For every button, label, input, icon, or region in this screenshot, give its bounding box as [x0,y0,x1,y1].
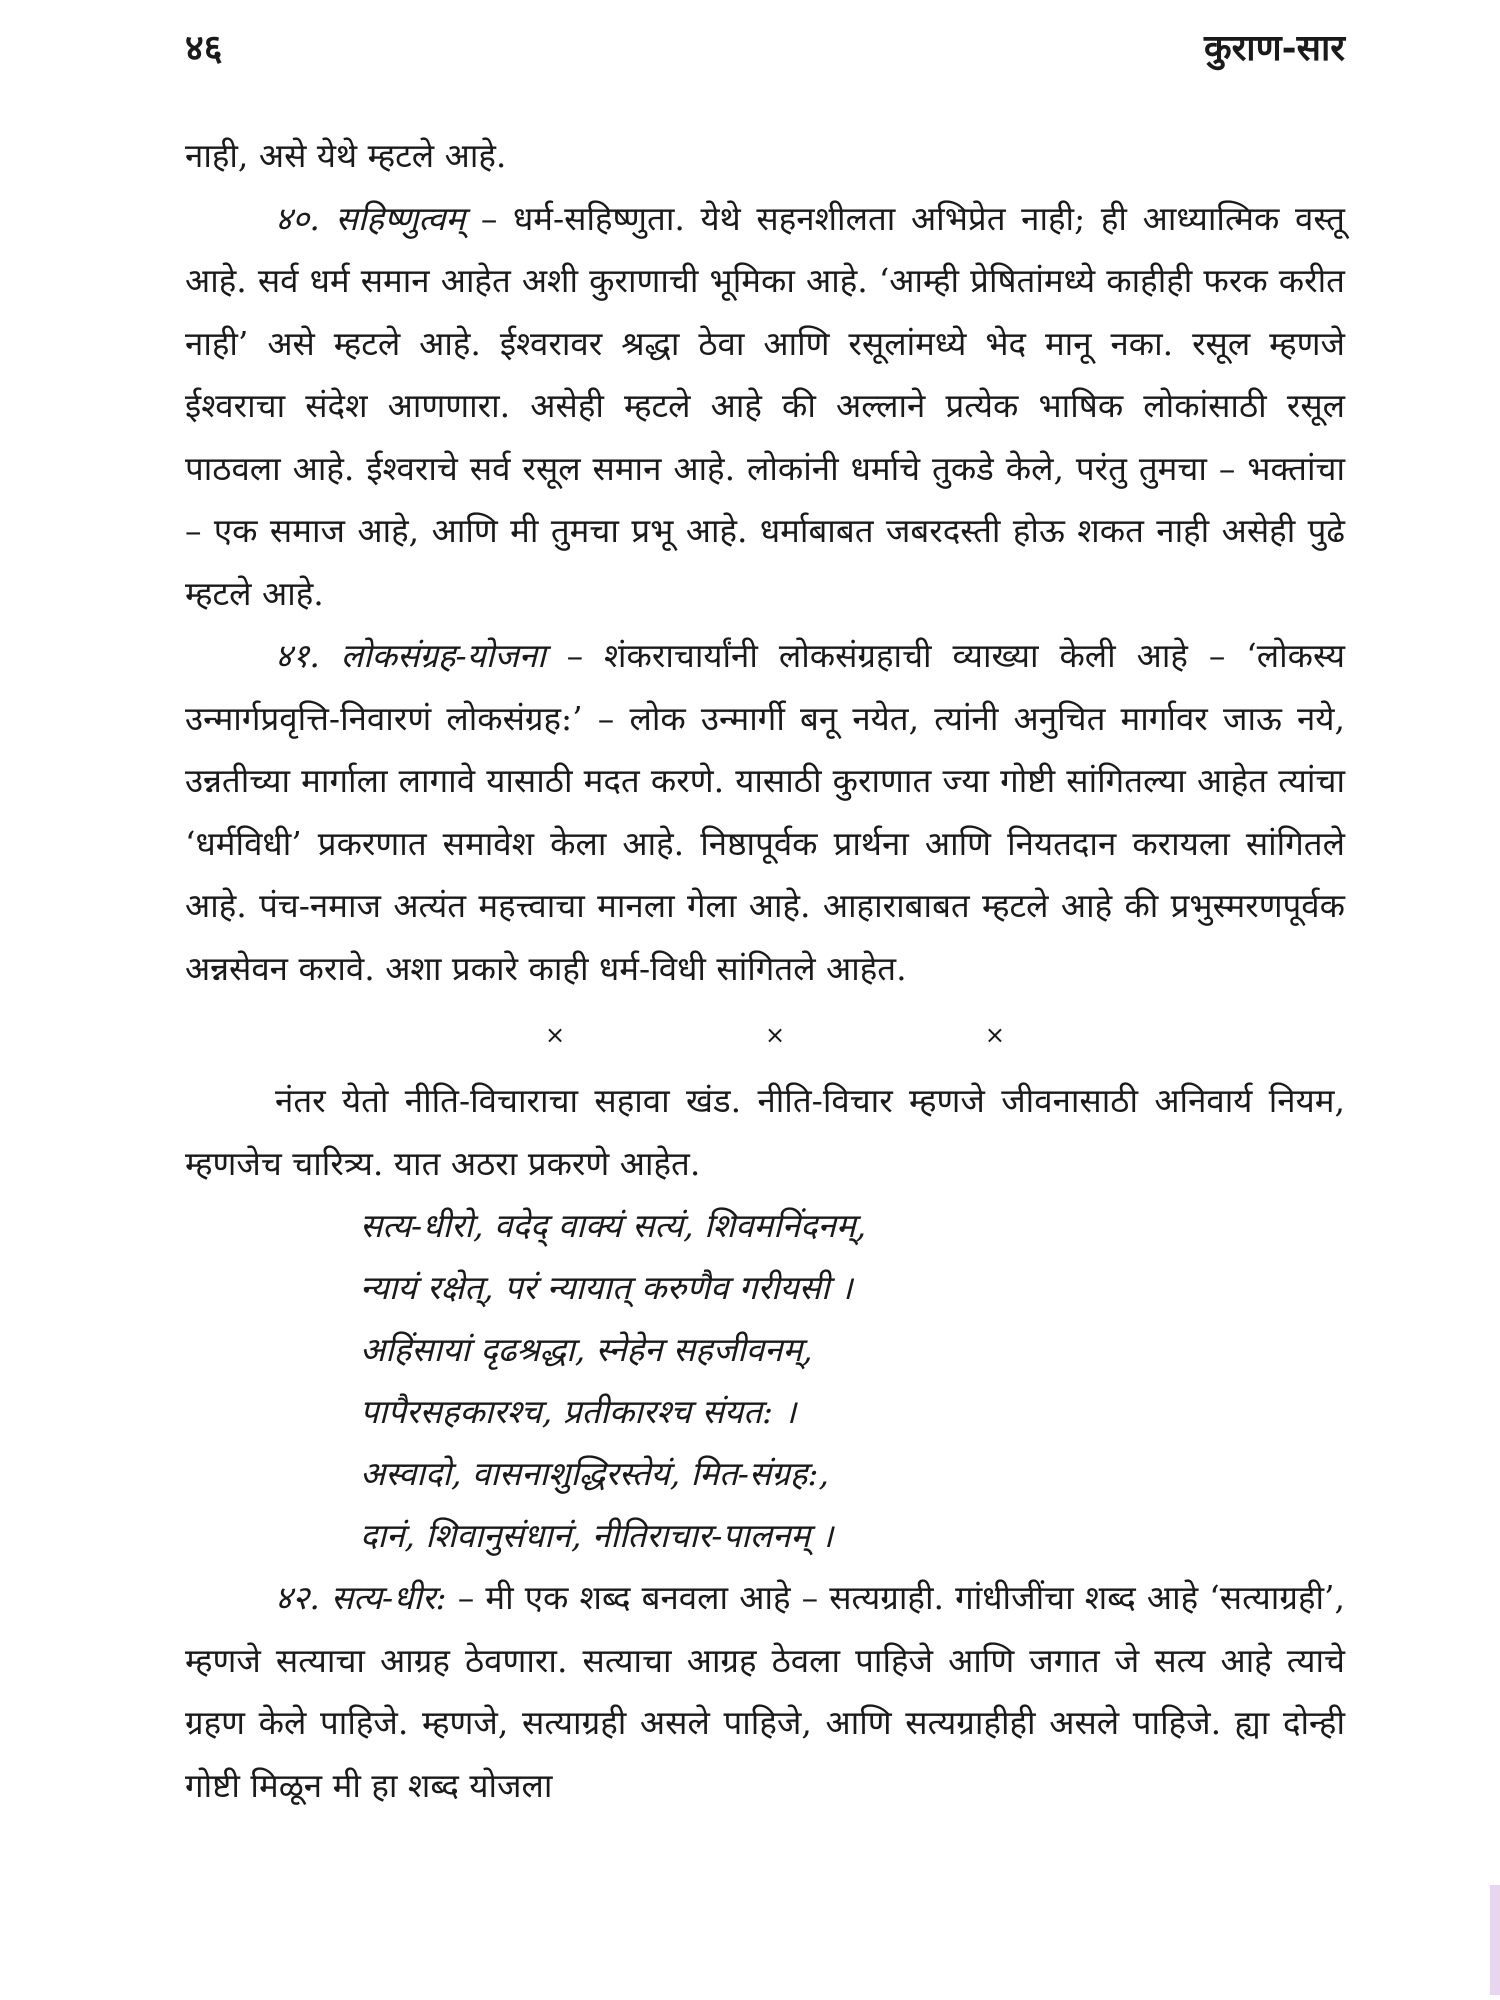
body-text [185,125,1345,1817]
paragraph-p40 [185,188,1345,626]
running-title: कुराण-सार [1203,27,1345,69]
verse-line: अस्वादो, वासनाशुद्धिरस्तेयं, मित-संग्रह:, [360,1454,829,1493]
paragraph-text: – मी एक शब्द बनवला आहे – सत्यग्राही. गांधीजींचा शब्द आहे ‘सत्याग्रही’, म्हणजे सत्याचा आग्रह ठेवणारा. सत्याचा आग्रह ठेवला पाहिजे आणि जगात जे सत्य आहे त्याचे ग्रहण केले पाहिजे. म्हणजे, सत्याग्रही असले पाहिजे, आणि सत्यग्राहीही असले पाहिजे. ह्या दोन्ही गोष्टी मिळून मी हा शब्द योजला [185,1578,1345,1805]
separator-mark: × [545,1021,566,1049]
paragraph-p-intro [185,1070,1345,1195]
separator-mark: × [984,1021,1005,1049]
verse-line: अहिंसायां दृढश्रद्धा, स्नेहेन सहजीवनम्, [360,1330,813,1369]
separator-mark: × [764,1021,786,1049]
paragraph-p41 [185,625,1345,1000]
section-b [185,1070,1345,1195]
sanskrit-verse [360,1195,1345,1567]
page-header [185,22,1345,72]
paragraph-p0 [185,125,1345,188]
verse-line: न्यायं रक्षेत्, परं न्यायात् करुणैव गरीयसी । [360,1268,853,1307]
section-term: ४१. लोकसंग्रह-योजना [275,636,546,675]
verse-line: पापैरसहकारश्च, प्रतीकारश्च संयत: । [360,1392,797,1431]
verse-line: दानं, शिवानुसंधानं, नीतिराचार-पालनम् । [360,1516,834,1555]
section-c [185,1567,1345,1817]
paragraph-text: – धर्म-सहिष्णुता. येथे सहनशीलता अभिप्रेत नाही; ही आध्यात्मिक वस्तू आहे. सर्व धर्म समान आहेत अशी कुराणाची भूमिका आहे. ‘आम्ही प्रेषितांमध्ये काहीही फरक करीत नाही’ असे म्हटले आहे. ईश्वरावर श्रद्धा ठेवा आणि रसूलांमध्ये भेद मानू नका. रसूल म्हणजे ईश्वराचा संदेश आणणारा. असेही म्हटले आहे की अल्लाने प्रत्येक भाषिक लोकांसाठी रसूल पाठवला आहे. ईश्वराचे सर्व रसूल समान आहे. लोकांनी धर्माचे तुकडे केले, परंतु तुमचा – भक्तांचा – एक समाज आहे, आणि मी तुमचा प्रभू आहे. धर्माबाबत जबरदस्ती होऊ शकत नाही असेही पुढे म्हटले आहे. [185,198,1345,613]
page-edge-mark [1490,1885,1500,1995]
page-number: ४६ [185,27,223,69]
section-term: ४२. सत्य-धीर: [275,1578,447,1617]
section-a [185,125,1345,1000]
verse-line: सत्य-धीरो, वदेद् वाक्यं सत्यं, शिवमनिंदनम्, [360,1206,867,1245]
paragraph-text: – शंकराचार्यांनी लोकसंग्रहाची व्याख्या केली आहे – ‘लोकस्य उन्मार्गप्रवृत्ति-निवारणं लोकसंग्रह:’ – लोक उन्मार्गी बनू नयेत, त्यांनी अनुचित मार्गावर जाऊ नये, उन्नतीच्या मार्गाला लागावे यासाठी मदत करणे. यासाठी कुराणात ज्या गोष्टी सांगितल्या आहेत त्यांचा ‘धर्मविधी’ प्रकरणात समावेश केला आहे. निष्ठापूर्वक प्रार्थना आणि नियतदान करायला सांगितले आहे. पंच-नमाज अत्यंत महत्त्वाचा मानला गेला आहे. आहाराबाबत म्हटले आहे की प्रभुस्मरणपूर्वक अन्नसेवन करावे. अशा प्रकारे काही धर्म-विधी सांगितले आहेत. [185,636,1346,988]
paragraph-text: नंतर येतो नीति-विचाराचा सहावा खंड. नीति-विचार म्हणजे जीवनासाठी अनिवार्य नियम, म्हणजेच चारित्र्य. यात अठरा प्रकरणे आहेत. [185,1081,1345,1183]
paragraph-p42 [185,1567,1345,1817]
paragraph-text: नाही, असे येथे म्हटले आहे. [185,136,507,175]
section-separator [545,1000,1005,1070]
section-term: ४०. सहिष्णुत्वम् [275,198,466,238]
